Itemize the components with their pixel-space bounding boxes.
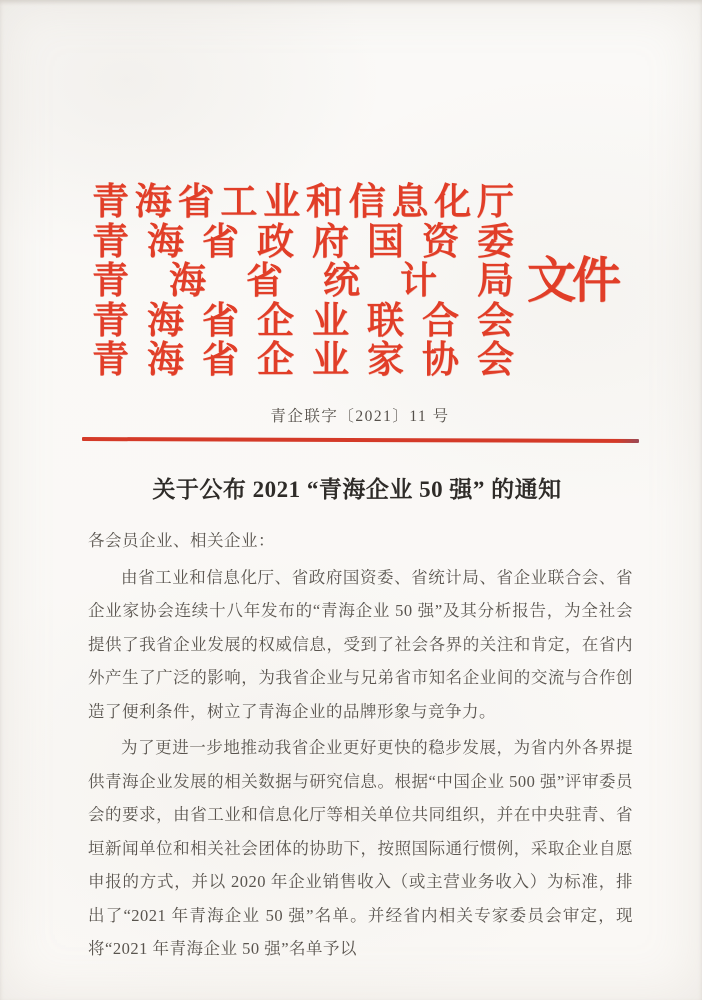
body-paragraph-2: 为了更进一步地推动我省企业更好更快的稳步发展，为省内外各界提供青海企业发展的相关数据与研究信息。根据“中国企业 500 强”评审委员会的要求，由省工业和信息化厅等相关单位共同组织，并在中央驻青、省垣新闻单位和相关社会团体的协助下，按照国际通行惯例，采取企业自愿申报的方式，并以 2020 年企业销售收入（或主营业务收入）为标准，排出了“2021 年青海企业 50 强”名单。并经省内相关专家委员会审定，现将“2021 年青海企业 50 强”名单予以	[88, 738, 633, 958]
doc-number: 青企联字〔2021〕11 号	[270, 408, 450, 425]
doc-type-label: 文件	[527, 253, 618, 308]
document-title: 关于公布 2021 “青海企业 50 强” 的通知	[152, 477, 562, 502]
agency-line-5: 青海省企业家协会	[92, 340, 514, 381]
red-separator-line	[82, 437, 639, 443]
agency-line-3: 青海省统计局	[92, 261, 514, 302]
salutation: 各会员企业、相关企业：	[88, 531, 275, 550]
agency-line-4: 青海省企业联合会	[92, 300, 514, 342]
document-body	[88, 524, 633, 966]
agency-line-1: 青海省工业和信息化厅	[92, 182, 514, 223]
agency-line-2: 青海省政府国资委	[92, 221, 514, 263]
body-paragraph-1: 由省工业和信息化厅、省政府国资委、省统计局、省企业联合会、省企业家协会连续十八年发布的“青海企业 50 强”及其分析报告，为全社会提供了我省企业发展的权威信息，受到了社会各界的关注和肯定，在省内外产生了广泛的影响，为我省企业与兄弟省市知名企业间的交流与合作创造了便利条件，树立了青海企业的品牌形象与竞争力。	[88, 567, 633, 721]
issuing-agencies	[92, 183, 514, 381]
